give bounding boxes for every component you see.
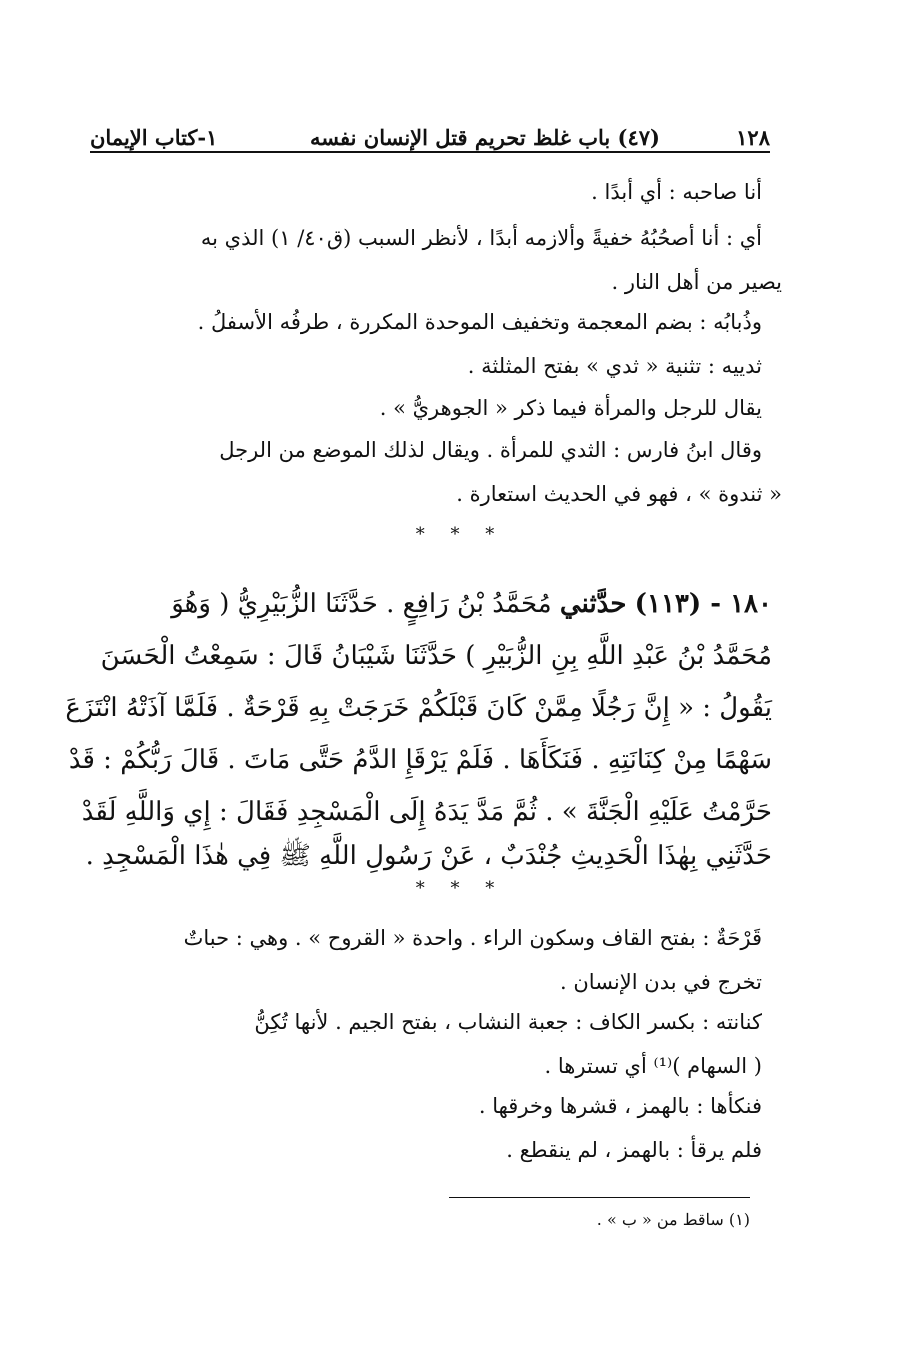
running-header — [90, 114, 770, 150]
gloss-line: أنا صاحبه : أي أبدًا . — [591, 180, 762, 204]
hadith-line-first — [171, 578, 772, 630]
gloss-line: يصير من أهل النار . — [611, 270, 782, 294]
book-title: ١-كتاب الإيمان — [90, 125, 218, 150]
gloss-line: ثدييه : تثنية « ثدي » بفتح المثلثة . — [467, 354, 762, 378]
gloss-line: فلم يرقأ : بالهمز ، لم ينقطع . — [506, 1138, 762, 1162]
section-separator: * * * — [415, 878, 505, 899]
section-separator: * * * — [415, 524, 505, 545]
gloss-line: ( السهام )⁽¹⁾ أي تسترها . — [544, 1054, 762, 1078]
footnote: (١) ساقط من « ب » . — [596, 1210, 750, 1229]
page-number: ١٢٨ — [736, 125, 770, 150]
gloss-line: فنكأها : بالهمز ، قشرها وخرقها . — [478, 1094, 762, 1118]
gloss-line: يقال للرجل والمرأة فيما ذكر « الجوهريُّ » . — [379, 396, 762, 420]
hadith-line: يَقُولُ : « إِنَّ رَجُلًا مِمَّنْ كَانَ قَبْلَكُمْ خَرَجَتْ بِهِ قَرْحَةٌ . فَلَمَّا آذَتْهُ انْتَزَعَ — [65, 693, 772, 723]
gloss-line: كنانته : بكسر الكاف : جعبة النشاب ، بفتح الجيم . لأنها تُكِنُّ — [254, 1010, 762, 1034]
footnote-rule — [449, 1197, 750, 1198]
section-title: (٤٧) باب غلظ تحريم قتل الإنسان نفسه — [310, 125, 660, 150]
hadith-line: حَرَّمْتُ عَلَيْهِ الْجَنَّةَ » . ثُمَّ مَدَّ يَدَهُ إِلَى الْمَسْجِدِ فَقَالَ : إِي وَاللَّهِ لَقَدْ — [81, 797, 772, 827]
hadith-opening: حدَّثني — [559, 589, 627, 619]
hadith-line: مُحَمَّدُ بْنُ عَبْدِ اللَّهِ بِنِ الزُّبَيْرِ ) حَدَّثَنَا شَيْبَانُ قَالَ : سَمِعْتُ الْحَسَنَ — [100, 641, 772, 671]
gloss-line: أي : أنا أصحُبُهُ خفيةً وألازمه أبدًا ، لأنظر السبب (ق٤٠/ ١) الذي به — [200, 226, 762, 250]
hadith-line: سَهْمًا مِنْ كِنَانَتِهِ . فَنَكَأَهَا . فَلَمْ يَرْقَإِ الدَّمُ حَتَّى مَاتَ . قَالَ رَبُّكُمْ : قَدْ — [68, 745, 772, 775]
gloss-line: تخرج في بدن الإنسان . — [560, 970, 762, 994]
gloss-line: وذُبابُه : بضم المعجمة وتخفيف الموحدة المكررة ، طرفُه الأسفلُ . — [197, 310, 762, 334]
hadith-text: مُحَمَّدُ بْنُ رَافِعٍ . حَدَّثَنَا الزُّبَيْرِيُّ ( وَهُوَ — [171, 589, 552, 619]
gloss-line: وقال ابنُ فارس : الثدي للمرأة . ويقال لذلك الموضع من الرجل — [219, 438, 762, 462]
header-rule — [90, 151, 770, 153]
gloss-line: قَرْحَةٌ : بفتح القاف وسكون الراء . واحدة « القروح » . وهي : حباتٌ — [183, 926, 762, 950]
gloss-line: « ثندوة » ، فهو في الحديث استعارة . — [456, 482, 782, 506]
hadith-line: حَدَّثَنِي بِهٰذَا الْحَدِيثِ جُنْدَبٌ ، عَنْ رَسُولِ اللَّهِ ﷺ فِي هٰذَا الْمَسْجِدِ . — [85, 841, 772, 871]
hadith-number: ١٨٠ - (١١٣) — [634, 589, 772, 619]
